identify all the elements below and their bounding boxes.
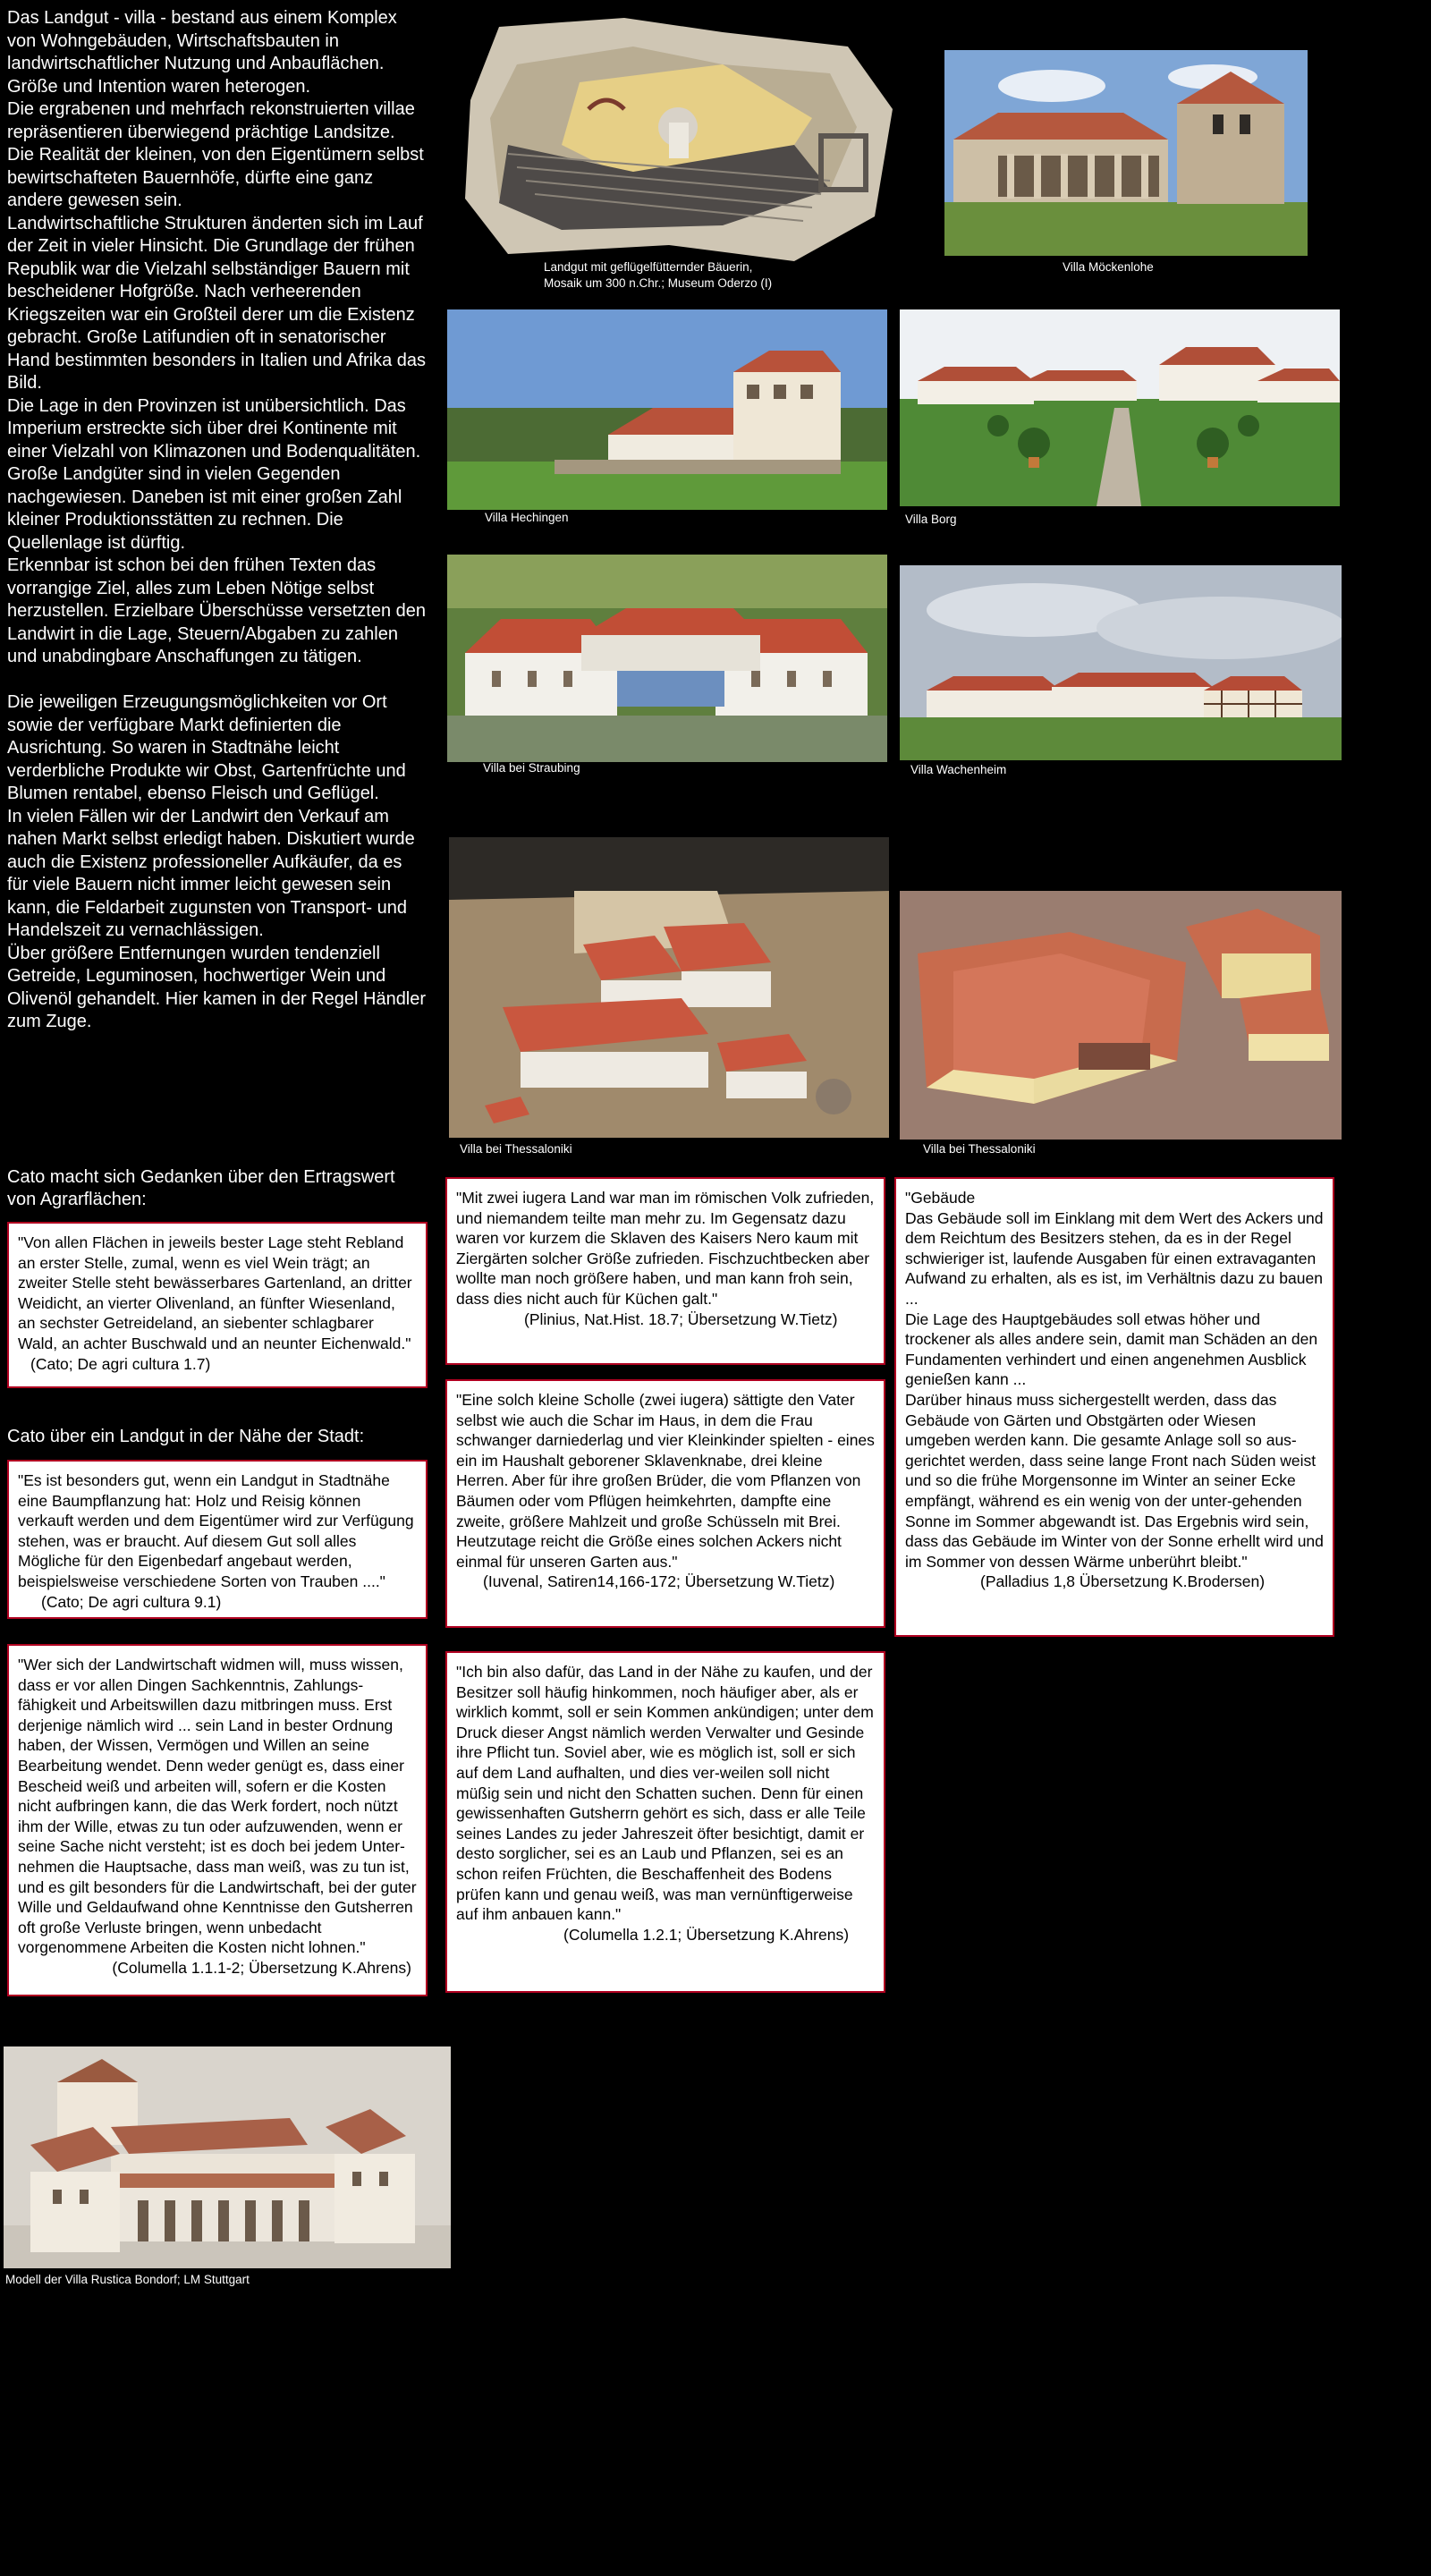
quote-cato-agri-cultura-1-7: [7, 1222, 428, 1388]
villa-straubing-image: [447, 555, 887, 762]
heading-cato-ertragswert: Cato macht sich Gedanken über den Ertragswert von Agrarflächen:: [7, 1167, 395, 1209]
quote-text: "Es ist besonders gut, wenn ein Landgut in Stadtnähe eine Baumpflanzung hat: Holz und Reisig können verkauft werden und dem Eigentümer wird zur Verfügung stehen, was er braucht. Auf diesem Gut soll alles Mögliche für den Eigenbedarf angebaut werden, beispielsweise verschiedene Sorten von Trauben ....": [18, 1471, 414, 1590]
villa-thessaloniki-illustration-2: [900, 891, 1342, 1140]
quote-iuvenal: [445, 1379, 885, 1628]
quote-text: "Wer sich der Landwirtschaft widmen will, muss wissen, dass er vor allen Dingen Sachkenntnis, Zahlungs-fähigkeit und Arbeitswillen dazu mitbringen muss. Erst derjenige nämlich wird ... sein Land in bester Ordnung haben, der Wissen, Vermögen und Willen an seine Bearbeitung wendet. Denn weder genügt es, dass einer Bescheid weiß und arbeiten will, sofern er die Kosten nicht aufbringen kann, die das Werk fordert, noch nützt ihm der Wille, etwas zu tun oder aufzuwenden, wenn er seine Sache nicht versteht; ist es doch bei jedem Unter-nehmen die Hauptsache, dass man weiß, was zu tun ist, und es gilt besonders für die Landwirtschaft, bei der guter Wille und Geldaufwand ohne Kenntnisse den Gutsherren oft große Verluste bringen, wenn unbedacht vorgenommene Arbeiten die Kosten nicht lohnen.": [18, 1656, 417, 1957]
caption-borg: Villa Borg: [905, 513, 957, 526]
caption-wachenheim: Villa Wachenheim: [910, 763, 1007, 776]
quote-source: (Cato; De agri cultura 1.7): [30, 1354, 211, 1373]
villa-thessaloniki-image-2: [900, 891, 1342, 1140]
quote-text: "Gebäude Das Gebäude soll im Einklang mit dem Wert des Ackers und dem Reichtum des Besitzers stehen, da es in der Regel schwieriger ist, laufende Ausgaben für einen extravaganten Aufwand zu erhalten, als es ist, im Verhältnis dazu zu bauen ... Die Lage des Hauptgebäudes soll etwas höher und trockener als alles andere sein, damit man Schäden an den Fundamenten verhindert und einen angenehmen Ausblick genießen kann ... Darüber hinaus muss sichergestellt werden, dass das Gebäude von Gärten und Obstgärten oder Wiesen umgeben werden kann. Die gesamte Anlage soll so aus-gerichtet werden, dass seine lange Front nach Süden weist und so die frühe Morgensonne im Winter an seiner Ecke empfängt, während es ein wenig von der unter-gehenden Sonne im Sommer abgewandt ist. Das Ergebnis wird sein, dass das Gebäude im Winter von der Sonne erhellt wird und im Sommer von dessen Wärme unberührt bleibt.": [905, 1189, 1324, 1571]
villa-straubing-illustration: [447, 555, 887, 762]
villa-thessaloniki-image-1: [449, 837, 889, 1138]
quote-text: "Ich bin also dafür, das Land in der Nähe zu kaufen, und der Besitzer soll häufig hinkommen, noch häufiger aber, als er wirklich kommt, soll er sein Kommen ankündigen; unter dem Druck dieser Angst nämlich werden Verwalter und Gesinde ihre Pflicht tun. Soviel aber, wie es möglich ist, soll er sich auf dem Land aufhalten, und dies ver-weilen soll nicht müßig sein und nicht den Schatten suchen. Denn für einen gewissenhaften Gutsherrn gehört es sich, dass er alle Teile seines Landes zu jeder Jahreszeit öfter besichtigt, damit er desto sorglicher, sei es an Laub und Pflanzen, sei es an schon reifen Früchten, die Beschaffenheit des Bodens prüfen kann und genau weiß, was man vernünftigerweise auf ihm anbauen kann.": [456, 1663, 874, 1924]
quote-source: (Columella 1.2.1; Übersetzung K.Ahrens): [563, 1925, 850, 1944]
caption-moeckenlohe: Villa Möckenlohe: [1063, 260, 1154, 274]
villa-borg-image: [900, 309, 1340, 506]
caption-thessaloniki-2: Villa bei Thessaloniki: [923, 1142, 1036, 1156]
quote-plinius: [445, 1177, 885, 1365]
villa-moeckenlohe-image: [944, 50, 1308, 256]
villa-thessaloniki-illustration-1: [449, 837, 889, 1138]
villa-bondorf-illustration: [4, 2046, 451, 2268]
intro-text: Das Landgut - villa - bestand aus einem Komplex von Wohngebäuden, Wirtschaftsbauten in landwirtschaftlicher Nutzung und Anbauflächen. Größe und Intention waren heterogen. Die ergrabenen und mehrfach rekonstruierten villae repräsentieren überwiegend prächtige Landsitze. Die Realität der kleinen, von den Eigentümern selbst bewirtschafteten Bauernhöfe, dürfte eine ganz andere gewesen sein. Landwirtschaftliche Strukturen änderten sich im Lauf der Zeit in vieler Hinsicht. Die Grundlage der frühen Republik war die Vielzahl selbständiger Bauern mit bescheidener Hofgröße. Nach verheerenden Kriegszeiten war ein Großteil derer um die Existenz gebracht. Große Latifundien oft in senatorischer Hand bestimmten besonders in Italien und Afrika das Bild. Die Lage in den Provinzen ist unübersichtlich. Das Imperium erstreckte sich über drei Kontinente mit einer Vielzahl von Klimazonen und Bodenqualitäten. Große Landgüter sind in vielen Gegenden nachgewiesen. Daneben ist mit einer großen Zahl kleiner Produktionsstätten zu rechnen. Die Quellenlage ist dürftig. Erkennbar ist schon bei den frühen Texten das vorrangige Ziel, alles zum Leben Nötige selbst herzustellen. Erzielbare Überschüsse versetzten den Landwirt in die Lage, Steuern/Abgaben zu zahlen und unabdingbare Anschaffungen zu tätigen. Die jeweiligen Erzeugungsmöglichkeiten vor Ort sowie der verfügbare Markt definierten die Ausrichtung. So waren in Stadtnähe leicht verderbliche Produkte wir Obst, Gartenfrüchte und Blumen rentabel, ebenso Fleisch und Geflügel. In vielen Fällen wir der Landwirt den Verkauf am nahen Markt selbst erledigt haben. Diskutiert wurde auch die Existenz professioneller Aufkäufer, da es für viele Bauern nicht immer leicht gewesen sein kann, die Feldarbeit zugunsten von Transport- und Handelszeit zu vernachlässigen. Über größere Entfernungen wurden tendenziell Getreide, Leguminosen, hochwertiger Wein und Olivenöl gehandelt. Hier kamen in der Regel Händler zum Zuge.: [7, 8, 427, 1031]
quote-source: (Iuvenal, Satiren14,166-172; Übersetzung W.Tietz): [483, 1572, 835, 1591]
quote-text: "Mit zwei iugera Land war man im römischen Volk zufrieden, und niemandem teilte man mehr zu. Im Gegensatz dazu waren vor kurzem die Sklaven des Kaisers Nero kaum mit Ziergärten solcher Größe zufrieden. Fischzuchtbecken aber wollte man noch größere haben, und man kann froh sein, dass dies nicht auch für Küchen galt.": [456, 1189, 875, 1308]
quote-cato-agri-cultura-9-1: [7, 1460, 428, 1619]
villa-hechingen-image: [447, 309, 887, 510]
quote-source: (Cato; De agri cultura 9.1): [41, 1592, 222, 1611]
quote-text: "Eine solch kleine Scholle (zwei iugera) sättigte den Vater selbst wie auch die Schar im Haus, in dem die Frau schwanger darniederlag und vier Kleinkinder spielten - eines ein im Haushalt geborener Sklavenknabe, drei kleine Herren. Aber für ihre großen Brüder, die vom Pflanzen von Bäumen oder vom Pflügen heimkehrten, dampfte eine zweite, größere Mahlzeit und große Schüsseln mit Brei. Heutzutage reicht die Größe eines solchen Ackers nicht einmal für unseren Garten aus.": [456, 1391, 875, 1571]
villa-wachenheim-illustration: [900, 565, 1342, 760]
quote-source: (Columella 1.1.1-2; Übersetzung K.Ahrens): [112, 1958, 411, 1977]
villa-hechingen-illustration: [447, 309, 887, 510]
caption-thessaloniki-1: Villa bei Thessaloniki: [460, 1142, 572, 1156]
quote-source: (Palladius 1,8 Übersetzung K.Brodersen): [980, 1572, 1266, 1591]
villa-wachenheim-image: [900, 565, 1342, 760]
villa-moeckenlohe-illustration: [944, 50, 1308, 256]
quote-palladius: [894, 1177, 1334, 1637]
quote-source: (Plinius, Nat.Hist. 18.7; Übersetzung W.Tietz): [524, 1309, 838, 1328]
quote-columella-1-2: [445, 1651, 885, 1993]
caption-hechingen: Villa Hechingen: [485, 511, 569, 524]
quote-text: "Von allen Flächen in jeweils bester Lage steht Rebland an erster Stelle, zumal, wenn es viel Wein trägt; an zweiter Stelle steht bewässerbares Gartenland, an dritter Weidicht, an vierter Olivenland, an fünfter Wiesenland, an sechster Getreideland, an siebenter schlagbarer Wald, an achter Buschwald und an neunter Eichenwald.": [18, 1233, 412, 1352]
quote-columella-1-1: [7, 1644, 428, 1996]
caption-bondorf: Modell der Villa Rustica Bondorf; LM Stuttgart: [5, 2273, 250, 2286]
heading-cato-stadtnaehe: Cato über ein Landgut in der Nähe der Stadt:: [7, 1427, 365, 1446]
caption-straubing: Villa bei Straubing: [483, 761, 580, 775]
villa-bondorf-model-image: [4, 2046, 451, 2268]
villa-borg-illustration: [900, 309, 1340, 506]
mosaic-image: [454, 11, 896, 265]
mosaic-illustration: [454, 11, 896, 265]
caption-mosaic: Landgut mit geflügelfütternder Bäuerin, Mosaik um 300 n.Chr.; Museum Oderzo (I): [544, 260, 773, 290]
